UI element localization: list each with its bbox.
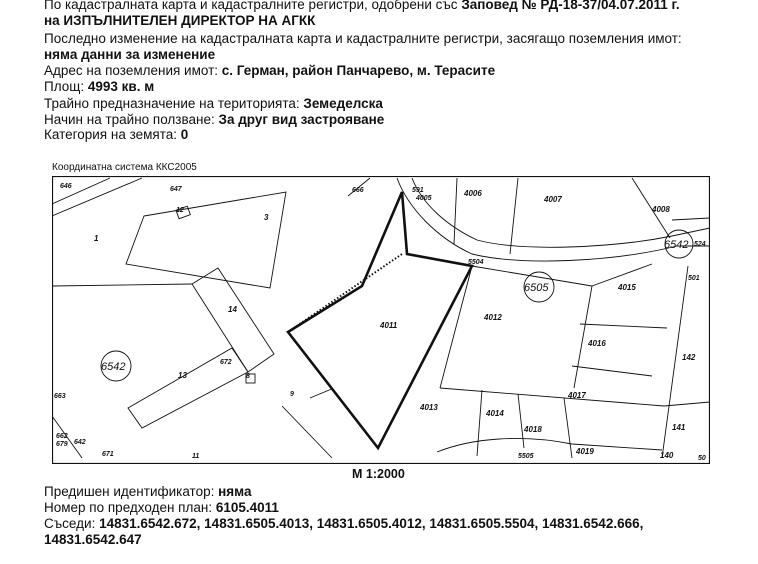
approval-authority: на ИЗПЪЛНИТЕЛЕН ДИРЕКТОР НА АГКК [44, 13, 316, 28]
neighbors-row-2: 14831.6542.647 [44, 532, 142, 547]
parcel-label-141: 141 [672, 423, 686, 432]
boundary-4008-524 [672, 218, 710, 220]
boundary-9b [310, 388, 334, 398]
purpose-row [44, 96, 383, 112]
approval-order: Заповед № РД-18-37/04.07.2011 г. [461, 0, 680, 12]
prev-plan-value: 6105.4011 [215, 500, 279, 515]
zone-label-6542: 6542 [101, 361, 126, 373]
boundary-4005-4006 [454, 178, 457, 244]
parcel-4011-outline [288, 192, 472, 448]
parcel-label-679: 679 [56, 441, 68, 448]
address-row [44, 63, 495, 79]
parcel-label-4013: 4013 [420, 403, 438, 412]
address-value: с. Герман, район Панчарево, м. Терасите [221, 63, 496, 78]
parcel-label-4011: 4011 [380, 321, 398, 330]
coordinate-system-caption: Координатна система ККС2005 [52, 162, 197, 173]
approval-text: По кадастралната карта и кадастралните регистри, одобрени със [44, 0, 462, 12]
parcel-label-142: 142 [682, 353, 696, 362]
parcel-label-4017: 4017 [568, 391, 586, 400]
parcel-label-671: 671 [102, 451, 114, 458]
parcel-label-1: 1 [94, 234, 99, 243]
parcel-label-4008: 4008 [652, 205, 670, 214]
approval-line [44, 0, 680, 13]
use-value: За друг вид застрояване [218, 112, 385, 127]
category-value: 0 [180, 127, 189, 142]
building-3 [126, 192, 286, 288]
parcel-label-501: 501 [688, 275, 700, 282]
last-change-value: няма данни за изменение [44, 47, 216, 62]
prev-plan-label: Номер по предходен план: [44, 500, 216, 515]
parcel-label-591: 591 [412, 187, 424, 194]
cadastral-map [52, 176, 710, 464]
parcel-label-9: 9 [290, 391, 294, 398]
parcel-label-50: 50 [698, 455, 706, 462]
area-row [44, 79, 154, 95]
prev-id-value: няма [218, 484, 252, 499]
boundary-1-south [52, 284, 192, 286]
purpose-label: Трайно предназначение на територията: [44, 96, 304, 111]
boundary-4015-4016 [580, 324, 667, 328]
parcel-label-524: 524 [694, 241, 706, 248]
prev-id-label: Предишен идентификатор: [44, 484, 219, 499]
parcel-label-647: 647 [170, 186, 182, 193]
road-south [437, 438, 662, 452]
zone-label-6542-east: 6542 [664, 239, 689, 251]
parcel-label-14: 14 [228, 305, 237, 314]
building-14 [192, 268, 274, 372]
parcel-label-666: 666 [352, 187, 364, 194]
parcel-label-3: 3 [264, 213, 269, 222]
parcel-label-4019: 4019 [576, 447, 594, 456]
parcel-label-140: 140 [660, 451, 674, 460]
neighbors-value: 14831.6542.672, 14831.6505.4013, 14831.6505.4012, 14831.6505.5504, 14831.6542.666, [99, 516, 644, 531]
parcel-label-13: 13 [178, 371, 187, 380]
parcel-label-4012: 4012 [484, 313, 502, 322]
parcel-label-662: 662 [56, 433, 68, 440]
prev-plan-row [44, 500, 279, 516]
parcel-label-4007: 4007 [544, 195, 562, 204]
category-label: Категория на земята: [44, 127, 181, 142]
prev-id-row [44, 484, 251, 500]
parcel-label-4018: 4018 [524, 425, 542, 434]
parcel-label-672: 672 [220, 359, 232, 366]
neighbors-row [44, 516, 643, 532]
area-value: 4993 кв. м [87, 79, 155, 94]
parcel-label-8: 8 [246, 373, 250, 380]
parcel-label-663: 663 [54, 393, 66, 400]
area-label: Площ: [44, 79, 88, 94]
boundary-141 [664, 402, 710, 406]
parcel-label-12: 12 [176, 207, 184, 214]
category-row [44, 127, 188, 143]
parcel-label-11: 11 [192, 453, 200, 460]
boundary-4006-4007 [510, 178, 518, 254]
boundary-4014-4018 [518, 394, 524, 448]
boundary-646 [52, 178, 110, 204]
boundary-4012-east [574, 286, 592, 388]
parcel-label-4014: 4014 [486, 409, 504, 418]
boundary-9 [282, 406, 332, 458]
parcel-label-5505: 5505 [518, 453, 534, 460]
parcel-label-646: 646 [60, 183, 72, 190]
parcel-label-4016: 4016 [588, 339, 606, 348]
boundary-4018-4019 [564, 398, 572, 458]
boundary-4016-4017 [572, 366, 652, 376]
map-scale: М 1:2000 [352, 467, 405, 481]
parcel-label-5504: 5504 [468, 259, 484, 266]
boundary-4017-south [440, 388, 664, 406]
use-label: Начин на трайно ползване: [44, 112, 219, 127]
neighbors-label: Съседи: [44, 516, 100, 531]
use-row [44, 112, 384, 128]
boundary-4013-4014 [477, 390, 482, 456]
zone-label-6505: 6505 [524, 282, 549, 294]
parcel-label-4015: 4015 [618, 283, 636, 292]
parcel-label-4006: 4006 [464, 189, 482, 198]
parcel-label-642: 642 [74, 439, 86, 446]
last-change-label: Последно изменение на кадастралната карта и кадастралните регистри, засягащо поземления имот: [44, 31, 682, 46]
purpose-value: Земеделска [303, 96, 383, 111]
address-label: Адрес на поземления имот: [44, 63, 222, 78]
parcel-label-4005: 4005 [416, 195, 432, 202]
